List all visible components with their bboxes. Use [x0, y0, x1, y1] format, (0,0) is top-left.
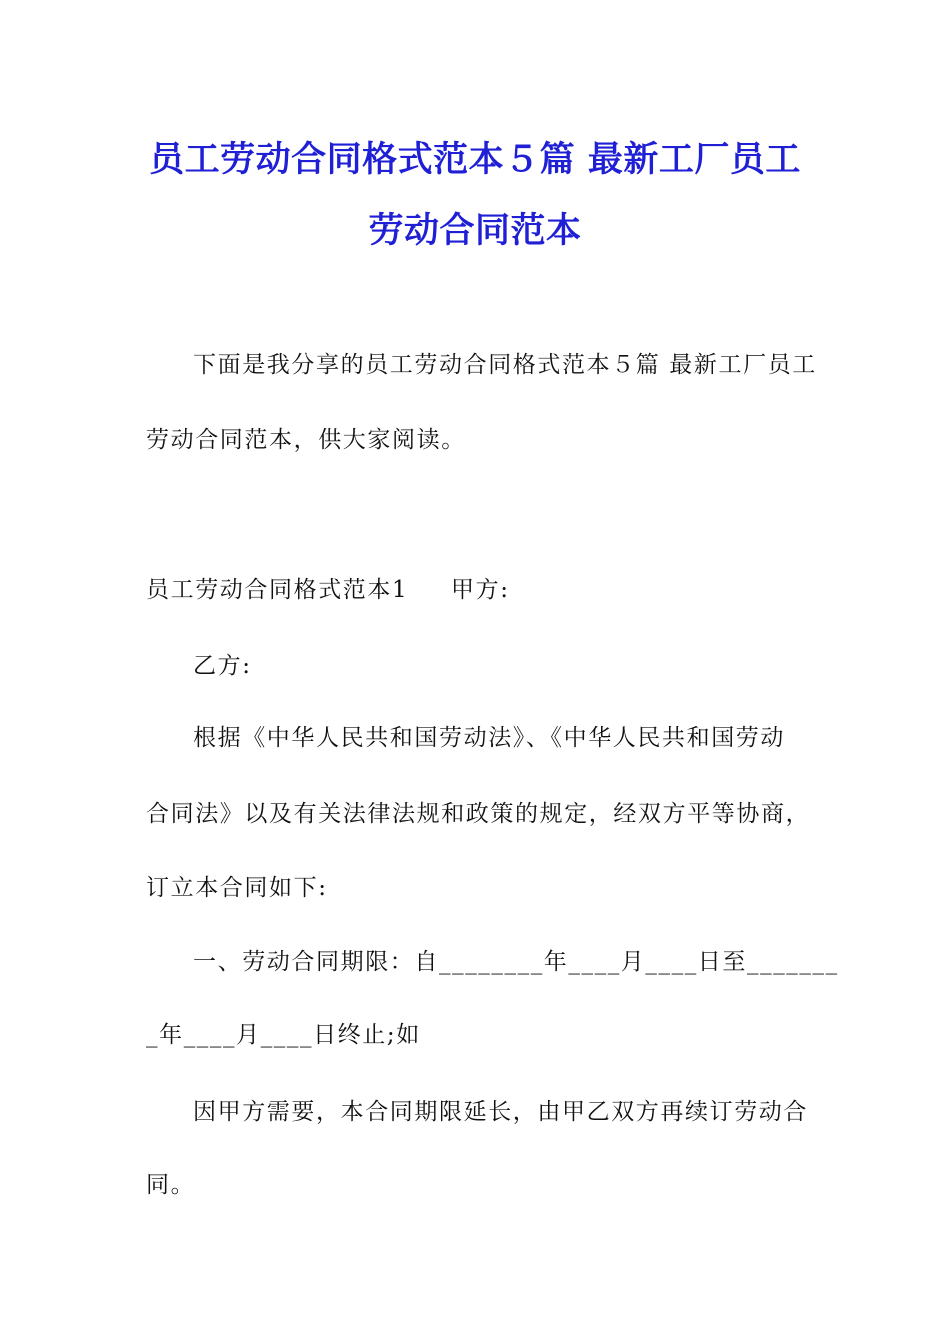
- section-heading: 员工劳动合同格式范本1: [146, 577, 409, 603]
- document-title-line-1: 员工劳动合同格式范本５篇 最新工厂员工: [149, 140, 801, 180]
- party-b-label: 乙方:: [193, 653, 252, 679]
- basis-paragraph-line-1: 根据《中华人民共和国劳动法》、《中华人民共和国劳动: [193, 725, 785, 751]
- contract-term-line-1: 一、劳动合同期限：自________年____月____日至_______: [193, 949, 839, 975]
- party-a-label: 甲方:: [451, 577, 510, 603]
- basis-paragraph-line-3: 订立本合同如下:: [146, 875, 328, 901]
- basis-paragraph-line-2: 合同法》以及有关法律法规和政策的规定，经双方平等协商，: [146, 801, 811, 827]
- intro-paragraph-line-1: 下面是我分享的员工劳动合同格式范本５篇 最新工厂员工: [193, 352, 817, 378]
- contract-term-line-2: _年____月____日终止;如: [146, 1022, 421, 1048]
- extension-paragraph-line-1: 因甲方需要，本合同期限延长，由甲乙双方再续订劳动合: [193, 1099, 808, 1125]
- intro-paragraph-line-2: 劳动合同范本，供大家阅读。: [146, 427, 466, 453]
- document-title-line-2: 劳动合同范本: [368, 211, 582, 251]
- extension-paragraph-line-2: 同。: [146, 1172, 196, 1198]
